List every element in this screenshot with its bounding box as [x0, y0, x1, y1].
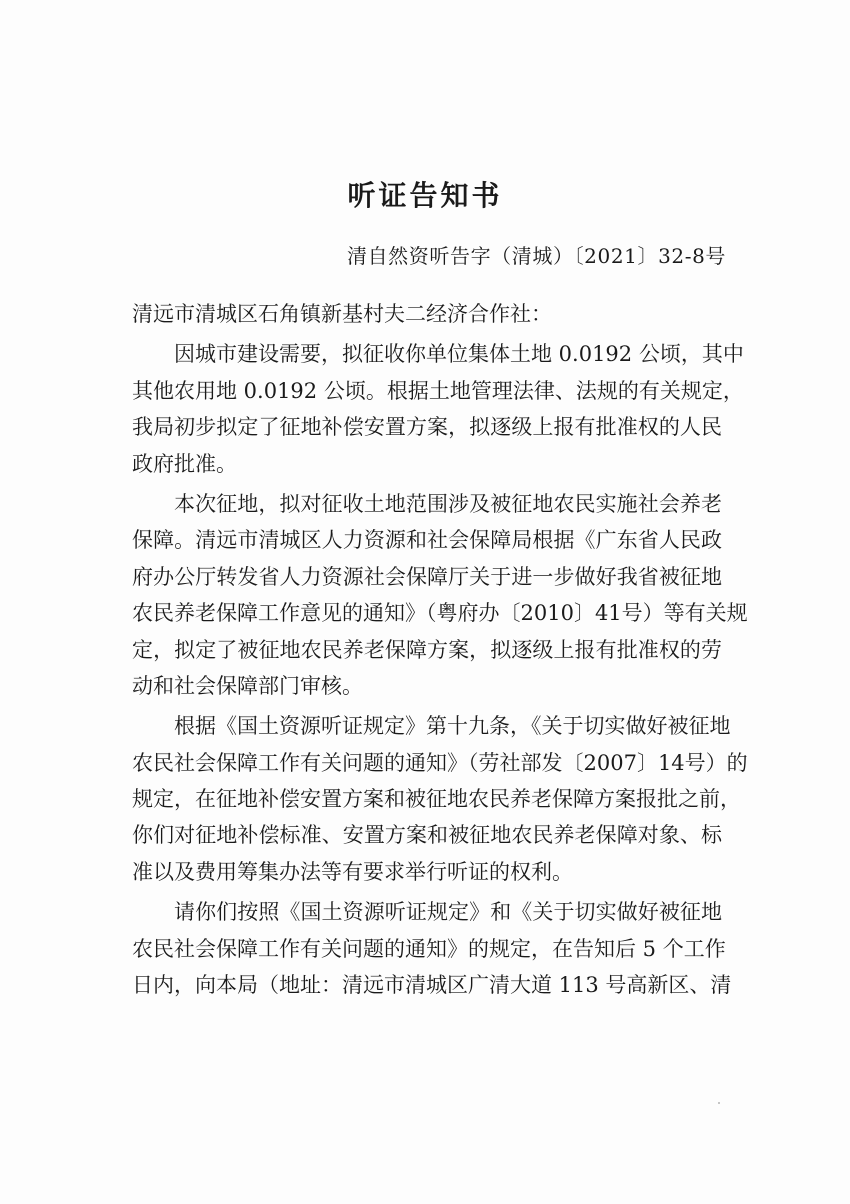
- paragraph-line: 本次征地，拟对征收土地范围涉及被征地农民实施社会养老: [174, 491, 722, 516]
- paragraph-line: 你们对征地补偿标准、安置方案和被征地农民养老保障对象、标: [132, 823, 722, 848]
- paragraph-line: 日内，向本局（地址：清远市清城区广清大道 113 号高新区、清: [132, 973, 732, 998]
- document-body: [132, 296, 748, 1007]
- paragraph-4: [132, 894, 732, 1003]
- paragraph-line: 根据《国土资源听证规定》第十九条，《关于切实做好被征地: [174, 714, 731, 739]
- paragraph-line: 其他农用地 0.0192 公顷。根据土地管理法律、法规的有关规定，: [132, 378, 744, 403]
- paragraph-line: 农民社会保障工作有关问题的通知》的规定，在告知后 5 个工作: [132, 936, 726, 961]
- paragraph-line: 定，拟定了被征地农民养老保障方案，拟逐级上报有批准权的劳: [132, 637, 722, 662]
- scan-speck: [718, 1102, 720, 1104]
- paragraph-line: 保障。清远市清城区人力资源和社会保障局根据《广东省人民政: [132, 528, 722, 553]
- paragraph-line: 农民社会保障工作有关问题的通知》（劳社部发〔2007〕14号）的: [132, 750, 748, 775]
- salutation: 清远市清城区石角镇新基村夫二经济合作社：: [132, 302, 552, 326]
- paragraph-line: 请你们按照《国土资源听证规定》和《关于切实做好被征地: [174, 900, 722, 925]
- paragraph-2: [132, 486, 748, 704]
- paragraph-line: 我局初步拟定了征地补偿安置方案，拟逐级上报有批准权的人民: [132, 415, 722, 440]
- paragraph-3: [132, 708, 748, 890]
- paragraph-line: 府办公厅转发省人力资源社会保障厅关于进一步做好我省被征地: [132, 564, 722, 589]
- document-number: 清自然资听告字（清城）〔2021〕32-8号: [346, 244, 726, 268]
- paragraph-line: 因城市建设需要，拟征收你单位集体土地 0.0192 公顷，其中: [174, 342, 744, 367]
- paragraph-line: 准以及费用筹集办法等有要求举行听证的权利。: [132, 859, 573, 884]
- paragraph-1: [132, 336, 744, 482]
- paragraph-line: 农民养老保障工作意见的通知》（粤府办〔2010〕41号）等有关规: [132, 601, 748, 626]
- paragraph-line: 规定，在征地补偿安置方案和被征地农民养老保障方案报批之前，: [132, 787, 741, 812]
- paragraph-line: 政府批准。: [132, 451, 237, 476]
- paragraph-line: 动和社会保障部门审核。: [132, 673, 363, 698]
- document-title: 听证告知书: [347, 179, 503, 212]
